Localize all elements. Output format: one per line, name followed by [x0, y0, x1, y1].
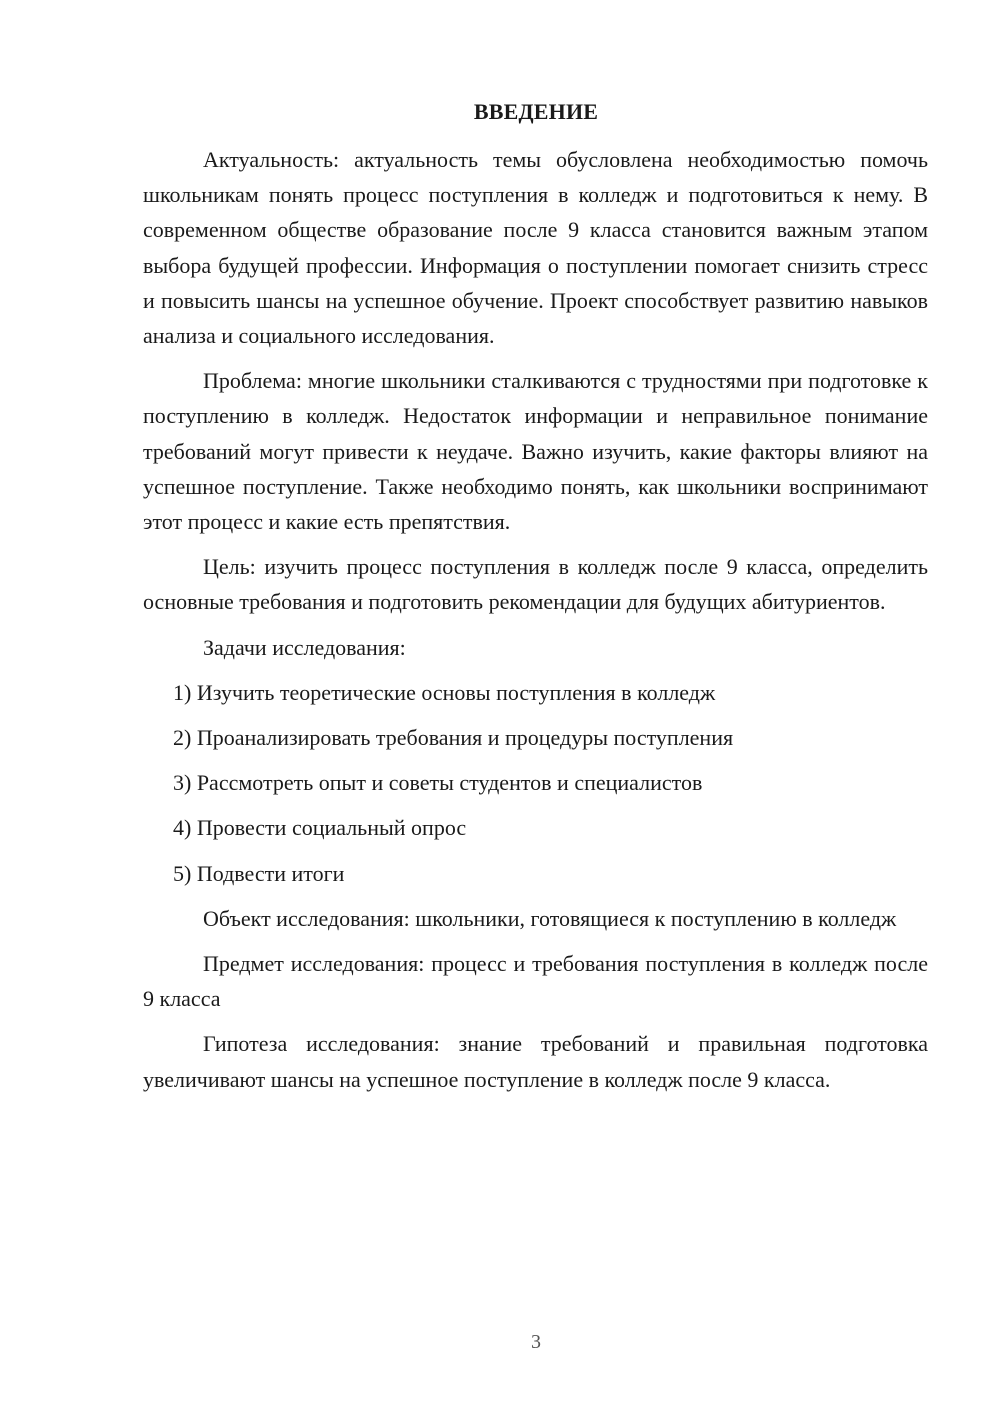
list-item: 5) Подвести итоги [173, 860, 345, 886]
list-item: 3) Рассмотреть опыт и советы студентов и специалистов [173, 770, 703, 796]
tasks-list [143, 675, 928, 891]
list-item: 2) Проанализировать требования и процедуры поступления [173, 725, 734, 751]
paragraph-relevance: Актуальность: актуальность темы обусловлена необходимостью помочь школьникам понять процесс поступления в колледж и подготовиться к нему. В современном обществе образование после 9 класса становится важным этапом выбора будущей профессии. Информация о поступлении помогает снизить стресс и повысить шансы на успешное обучение. Проект способствует развитию навыков анализа и социального исследования. [143, 147, 928, 349]
tasks-heading: Задачи исследования: [203, 634, 406, 660]
paragraph-object: Объект исследования: школьники, готовящиеся к поступлению в колледж [203, 905, 897, 931]
paragraph-hypothesis: Гипотеза исследования: знание требований и правильная подготовка увеличивают шансы на успешное поступление в колледж после 9 класса. [143, 1031, 928, 1092]
page-title: ВВЕДЕНИЕ [473, 99, 599, 124]
list-item: 1) Изучить теоретические основы поступления в колледж [173, 679, 716, 705]
paragraph-problem: Проблема: многие школьники сталкиваются с трудностями при подготовке к поступлению в колледж. Недостаток информации и неправильное понимание требований могут привести к неудаче. Важно изучить, какие факторы влияют на успешное поступление. Также необходимо понять, как школьники воспринимают этот процесс и какие есть препятствия. [143, 368, 928, 535]
document-body [143, 142, 928, 1107]
paragraph-subject: Предмет исследования: процесс и требования поступления в колледж после 9 класса [143, 951, 928, 1012]
paragraph-goal: Цель: изучить процесс поступления в колледж после 9 класса, определить основные требования и подготовить рекомендации для будущих абитуриентов. [143, 554, 928, 615]
list-item: 4) Провести социальный опрос [173, 815, 467, 841]
page-number: 3 [531, 1331, 541, 1353]
